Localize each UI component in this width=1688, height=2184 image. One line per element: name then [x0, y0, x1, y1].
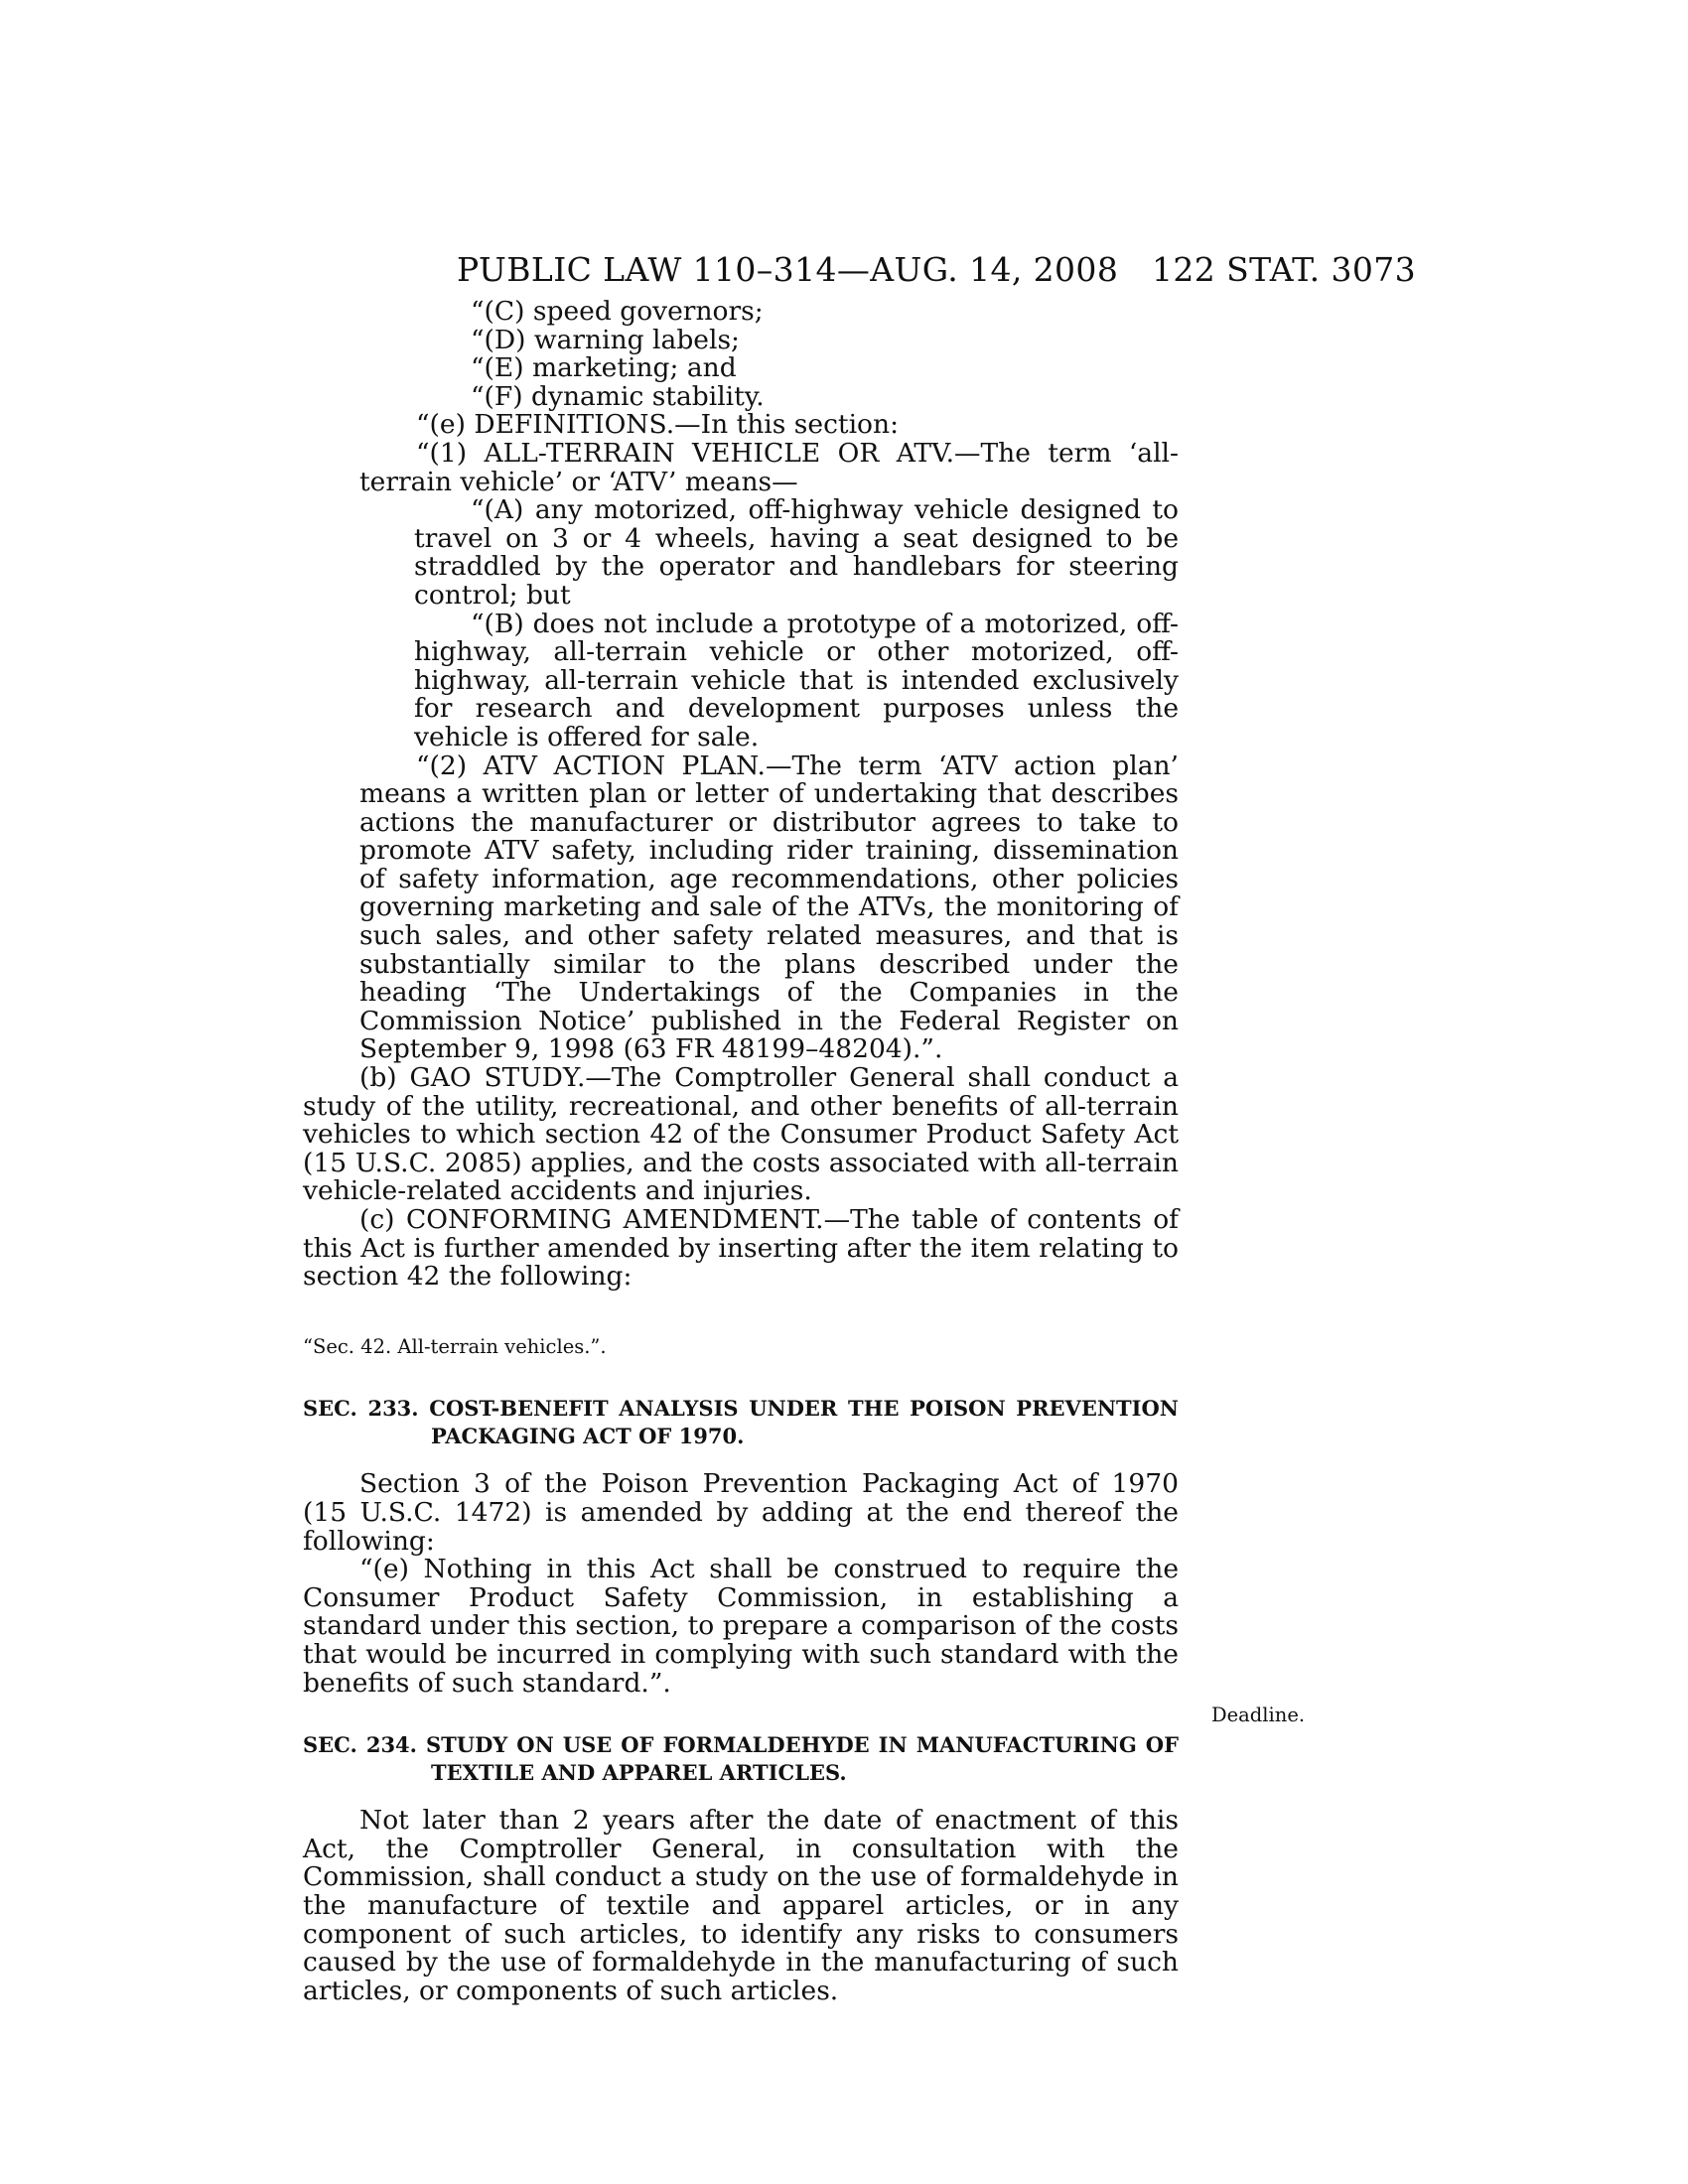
section-233-paragraph: Section 3 of the Poison Prevention Packaging Act of 1970 (15 U.S.C. 1472) is amended by adding at the end thereof the following:: [303, 1468, 1179, 1557]
running-header-page-number: 122 STAT. 3073: [1152, 250, 1417, 289]
toc-entry: “Sec. 42. All-terrain vehicles.”.: [303, 1334, 607, 1358]
definition-atv-a: “(A) any motorized, off-highway vehicle designed to travel on 3 or 4 wheels, having a seat designed to be straddled by the operator and handlebars for steering control; but: [414, 494, 1179, 611]
conforming-amendment: (c) CONFORMING AMENDMENT.—The table of contents of this Act is further amended by inserting after the item relating to section 42 the following:: [303, 1204, 1179, 1293]
running-header-title: PUBLIC LAW 110–314—AUG. 14, 2008: [457, 250, 1119, 289]
gao-study: (b) GAO STUDY.—The Comptroller General shall conduct a study of the utility, recreational, and other benefits of all-terrain vehicles to which section 42 of the Consumer Product Safety Act (15 U.S.C. 2085) applies, and the costs associated with all-terrain vehicle-related accidents and injuries.: [303, 1062, 1179, 1207]
margin-note-deadline: Deadline.: [1211, 1704, 1306, 1726]
list-item-c: “(C) speed governors;: [471, 296, 764, 327]
section-234-heading: SEC. 234. STUDY ON USE OF FORMALDEHYDE IN MANUFACTURING OF TEXTILE AND APPAREL ARTICLES.: [303, 1732, 1179, 1786]
section-233-heading: SEC. 233. COST-BENEFIT ANALYSIS UNDER THE POISON PREVENTION PACKAGING ACT OF 1970.: [303, 1396, 1179, 1449]
definition-action-plan: “(2) ATV ACTION PLAN.—The term ‘ATV action plan’ means a written plan or letter of undertaking that describes actions the manufacturer or distributor agrees to take to promote ATV safety, including rider training, dissemination of safety information, age recommendations, other policies governing marketing and sale of the ATVs, the monitoring of such sales, and other safety related measures, and that is substantially similar to the plans described under the heading ‘The Undertakings of the Companies in the Commission Notice’ published in the Federal Register on September 9, 1998 (63 FR 48199–48204).”.: [359, 750, 1179, 1065]
definition-atv-b: “(B) does not include a prototype of a motorized, off-highway, all-terrain vehicle or other motorized, off-highway, all-terrain vehicle that is intended exclusively for research and development purposes unless the vehicle is offered for sale.: [414, 608, 1179, 752]
list-item-e: “(E) marketing; and: [471, 352, 737, 384]
definitions-heading: “(e) DEFINITIONS.—In this section:: [416, 409, 899, 441]
definition-atv: “(1) ALL-TERRAIN VEHICLE OR ATV.—The term ‘all-terrain vehicle’ or ‘ATV’ means—: [359, 437, 1179, 497]
section-233-quoted-text: “(e) Nothing in this Act shall be construed to require the Consumer Product Safety Commission, in establishing a standard under this section, to prepare a comparison of the costs that would be incurred in complying with such standard with the benefits of such standard.”.: [303, 1554, 1179, 1699]
list-item-f: “(F) dynamic stability.: [471, 380, 765, 412]
document-body: [303, 298, 1179, 2005]
list-item-d: “(D) warning labels;: [471, 324, 740, 355]
section-234-paragraph: Not later than 2 years after the date of enactment of this Act, the Comptroller General, in consultation with the Commission, shall conduct a study on the use of formaldehyde in the manufacture of textile and apparel articles, or in any component of such articles, to identify any risks to consumers caused by the use of formaldehyde in the manufacturing of such articles, or components of such articles.: [303, 1805, 1179, 2006]
